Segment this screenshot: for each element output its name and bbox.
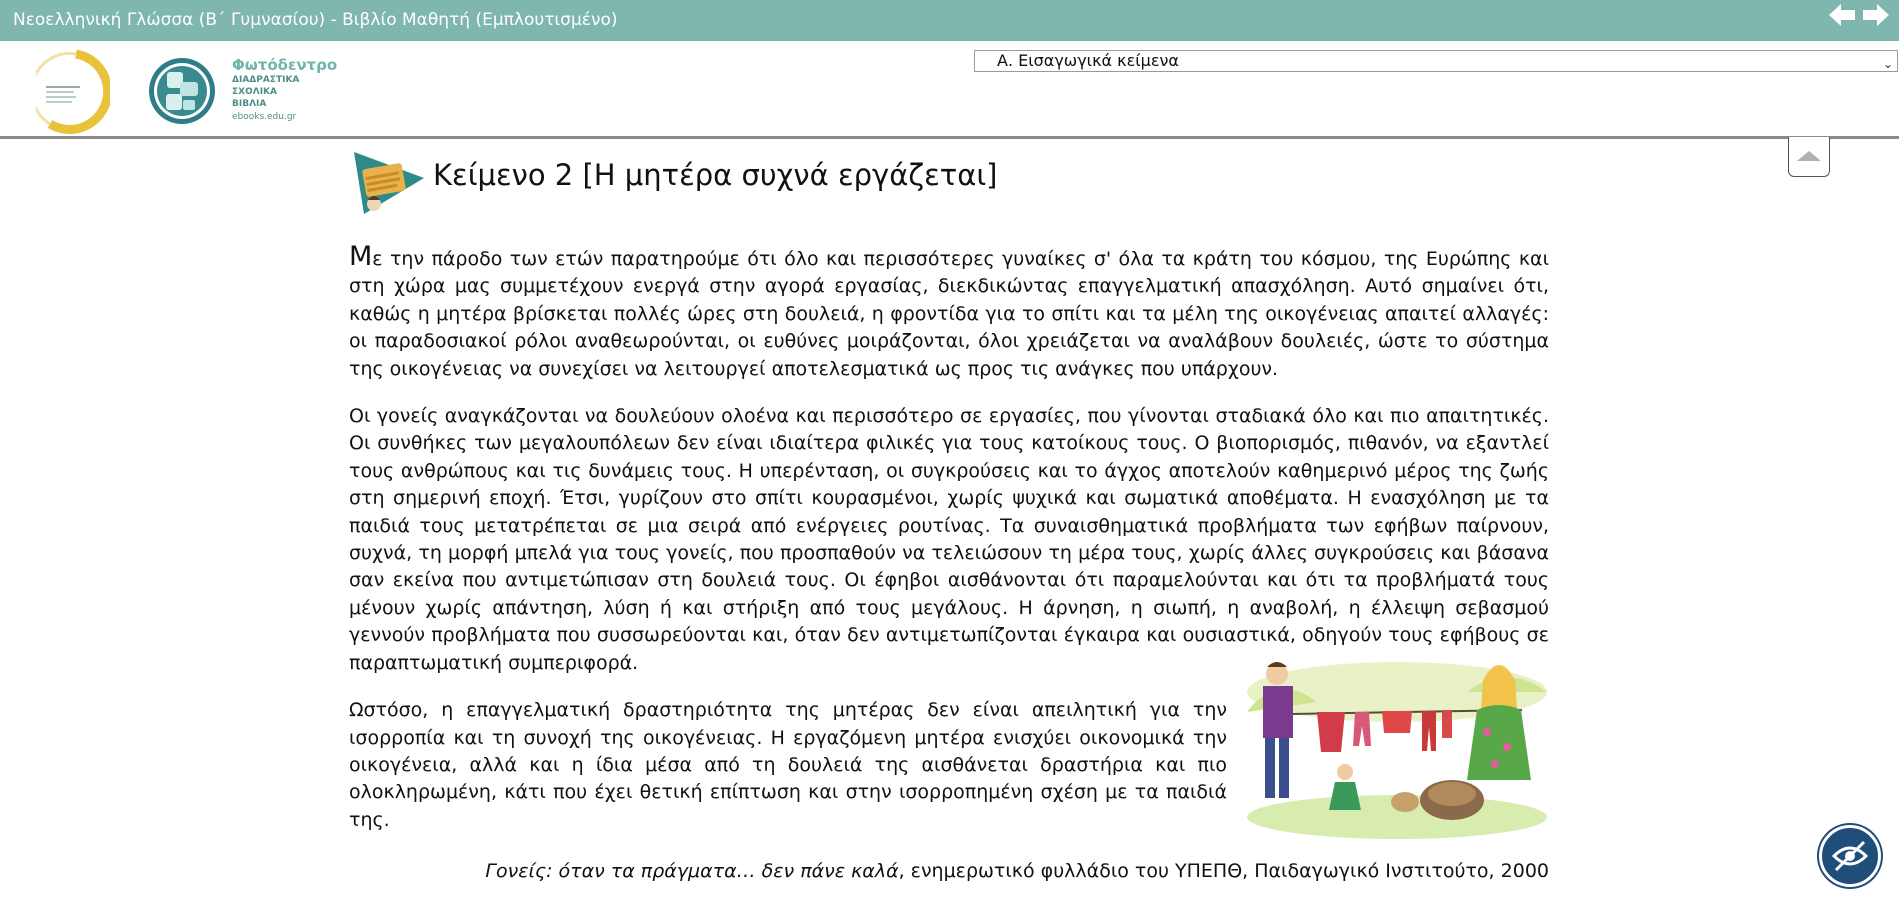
window-title: Νεοελληνική Γλώσσα (Β΄ Γυμνασίου) - Βιβλίο Μαθητή (Εμπλουτισμένο) xyxy=(13,10,618,30)
photodentro-url: ebooks.edu.gr xyxy=(232,112,297,122)
caret-up-icon xyxy=(1789,137,1829,175)
photodentro-brand xyxy=(232,56,337,122)
chapter-select-value: Α. Εισαγωγικά κείμενα xyxy=(997,51,1179,70)
next-page-icon[interactable] xyxy=(1861,2,1891,28)
page-navigation xyxy=(1827,2,1891,28)
photodentro-line3: ΒΙΒΛΙΑ xyxy=(232,99,267,109)
photodentro-line2: ΣΧΟΛΙΚΑ xyxy=(232,87,277,97)
chapter-select[interactable] xyxy=(974,50,1898,72)
page-title: Κείμενο 2 [Η μητέρα συχνά εργάζεται] xyxy=(433,158,998,192)
photodentro-line1: ΔΙΑΔΡΑΣΤΙΚΑ xyxy=(232,75,300,85)
eye-slash-icon xyxy=(1822,828,1878,884)
scroll-to-top-button[interactable] xyxy=(1788,137,1830,177)
header-divider xyxy=(0,136,1899,139)
paragraph-3: Ωστόσο, η επαγγελματική δραστηριότητα της μητέρας δεν είναι απειλητική για την ισορροπία και τη συνοχή της οικογένειας. Η εργαζόμενη μητέρα ενισχύει οικονομικά την οικογένεια, αλλά και η ίδια μέσα από τη δουλειά της αισθάνεται δραστήρια και πιο ολοκληρωμένη, κάτι που έχει θετική επίπτωση και στην ισορροπημένη σχέση με τα παιδιά της. xyxy=(349,699,1227,831)
family-laundry-illustration xyxy=(1237,652,1550,840)
chevron-down-icon: ⌄ xyxy=(1882,57,1893,71)
previous-page-icon[interactable] xyxy=(1827,2,1857,28)
photodentro-name: Φωτόδεντρο xyxy=(232,56,338,74)
title-bar xyxy=(0,0,1899,41)
photodentro-logo-icon[interactable] xyxy=(147,50,217,132)
source-details: , ενημερωτικό φυλλάδιο του ΥΠΕΠΘ, Παιδαγωγικό Ινστιτούτο, 2000 xyxy=(898,860,1549,882)
source-citation xyxy=(349,858,1549,884)
text-book-icon xyxy=(352,148,430,218)
paragraph-1 xyxy=(349,243,1549,383)
accessibility-toggle-button[interactable] xyxy=(1819,825,1881,887)
paragraph-1-text: ε την πάροδο των ετών παρατηρούμε ότι όλο και περισσότερες γυναίκες σ' όλα τα κράτη του κόσμου, της Ευρώπης και στη χώρα μας συμμετέχουν ενεργά στην αγορά εργασίας, διεκδικώντας επαγγελματική απασχόληση. Αυτό σημαίνει ότι, καθώς η μητέρα βρίσκεται πολλές ώρες στη δουλειά, η φροντίδα για το σπίτι και τα μέλη της οικογένειας απαιτεί αλλαγές: οι παραδοσιακοί ρόλοι αναθεωρούνται, οι ευθύνες μοιράζονται, όλοι χρειάζεται να αναλάβουν δουλειές, ώστε το σύστημα της οικογένειας να συνεχίσει να λειτουργεί αποτελεσματικά ως προς τις ανάγκες που υπάρχουν. xyxy=(349,248,1549,380)
source-title: Γονείς: όταν τα πράγματα… δεν πάνε καλά xyxy=(485,860,899,882)
paragraph-2: Οι γονείς αναγκάζονται να δουλεύουν ολοένα και περισσότερο σε εργασίες, που γίνονται σταδιακά όλο και πιο απαιτητικές. Οι συνθήκες των μεγαλουπόλεων δεν είναι ιδιαίτερα φιλικές για τους κατοίκους τους. Ο βιοπορισμός, πιθανόν, να εξαντλεί τους ανθρώπους και τις δυνάμεις τους. Η υπερένταση, οι συγκρούσεις και το άγχος αποτελούν καθημερινό μέρος της ζωής στη σημερινή εποχή. Έτσι, γυρίζουν στο σπίτι κουρασμένοι, χωρίς ψυχικά και σωματικά αποθέματα. Η ενασχόληση με τα παιδιά τους μετατρέπεται σε μια σειρά από ενέργειες ρουτίνας. Τα συναισθηματικά προβλήματα των εφήβων παίρνουν, συχνά, τη μορφή μπελά για τους γονείς, που προσπαθούν να τελειώσουν τη μέρα τους, χωρίς άλλες συγκρούσεις και βάσανα σαν εκείνα που αντιμετώπισαν στη δουλειά τους. Οι έφηβοι αισθάνονται ότι παραμελούνται και ότι τα προβλήματά τους μένουν χωρίς απάντηση, λύση ή και στήριξη από τους μεγάλους. Η άρνηση, η σιωπή, η αναβολή, η έλλειψη σεβασμού γεννούν προβλήματα που συσσωρεύονται και, όταν δεν αντιμετωπίζονται έγκαιρα και ουσιαστικά, οδηγούν τους εφήβους σε παραπτωματική συμπεριφορά. xyxy=(349,405,1549,674)
ministry-logo-icon[interactable] xyxy=(36,48,110,134)
drop-cap: Μ xyxy=(349,241,373,272)
